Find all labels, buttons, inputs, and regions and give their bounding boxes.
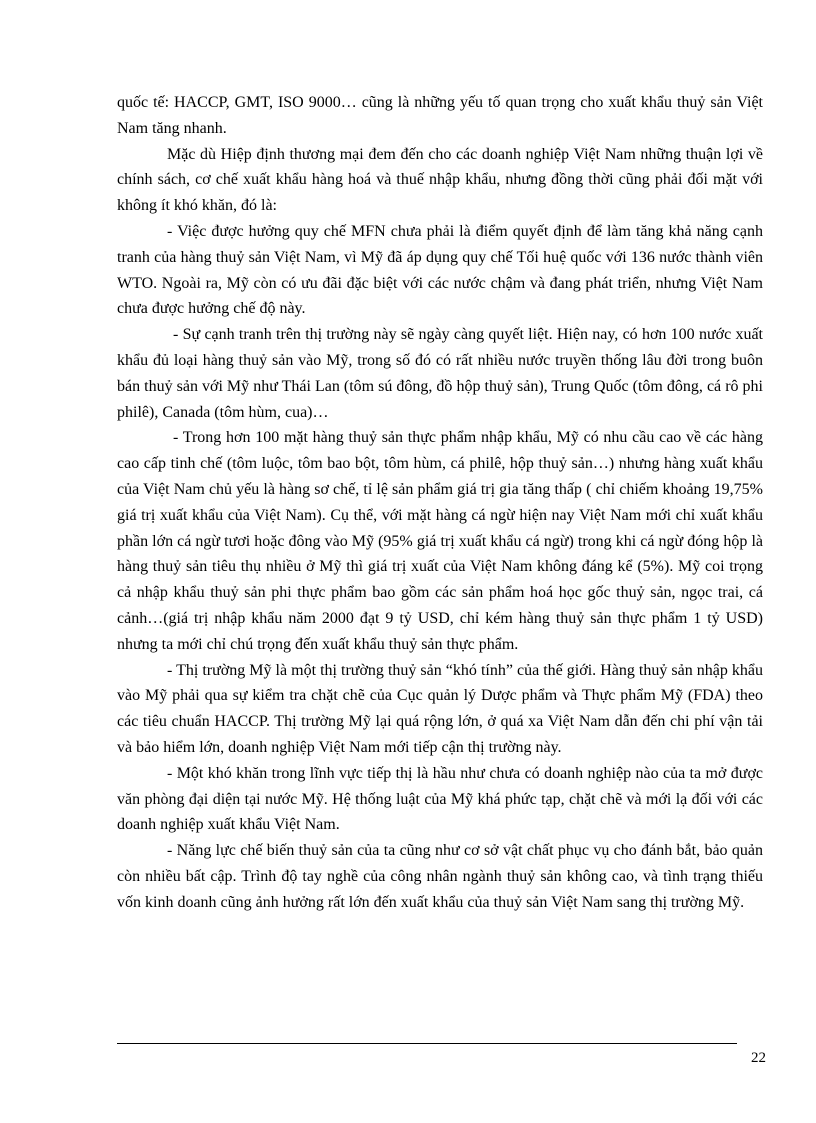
paragraph-marketing-difficulty: - Một khó khăn trong lĩnh vực tiếp thị là hầu như chưa có doanh nghiệp nào của ta mở được văn phòng đại diện tại nước Mỹ. Hệ thống luật của Mỹ khá phức tạp, chặt chẽ và mới lạ đối với các doanh nghiệp xuất khẩu Việt Nam.	[117, 764, 763, 834]
paragraph-processing-capacity: - Năng lực chế biến thuỷ sản của ta cũng như cơ sở vật chất phục vụ cho đánh bắt, bảo quản còn nhiều bất cập. Trình độ tay nghề của công nhân ngành thuỷ sản không cao, và tình trạng thiếu vốn kinh doanh cũng ảnh hưởng rất lớn đến xuất khẩu của thuỷ sản Việt Nam sang thị trường Mỹ.	[117, 842, 763, 911]
paragraph-quality-standards: quốc tế: HACCP, GMT, ISO 9000… cũng là những yếu tố quan trọng cho xuất khẩu thuỷ sản Việt Nam tăng nhanh.	[117, 94, 763, 137]
paragraph-competition: - Sự cạnh tranh trên thị trường này sẽ ngày càng quyết liệt. Hiện nay, có hơn 100 nước xuất khẩu đủ loại hàng thuỷ sản vào Mỹ, trong số đó có rất nhiều nước truyền thống lâu đời trong buôn bán thuỷ sản với Mỹ như Thái Lan (tôm sú đông, đồ hộp thuỷ sản), Trung Quốc (tôm đông, cá rô phi philê), Canada (tôm hùm, cua)…	[117, 326, 763, 421]
footer-divider	[117, 1043, 737, 1044]
page-number: 22	[751, 1050, 766, 1066]
paragraph-product-mix: - Trong hơn 100 mặt hàng thuỷ sản thực phẩm nhập khẩu, Mỹ có nhu cầu cao về các hàng cao cấp tinh chế (tôm luộc, tôm bao bột, tôm hùm, cá philê, hộp thuỷ sản…) nhưng hàng xuất khẩu của Việt Nam chủ yếu là hàng sơ chế, tỉ lệ sản phẩm giá trị gia tăng thấp ( chỉ chiếm khoảng 19,75% giá trị xuất khẩu của Việt Nam). Cụ thể, với mặt hàng cá ngừ hiện nay Việt Nam mới chỉ xuất khẩu phần lớn cá ngừ tươi hoặc đông vào Mỹ (95% giá trị xuất khẩu cá ngừ) trong khi cá ngừ đóng hộp là hàng thuỷ sản tiêu thụ nhiều ở Mỹ thì giá trị xuất của Việt Nam không đáng kể (5%). Mỹ coi trọng cả nhập khẩu thuỷ sản phi thực phẩm bao gồm các sản phẩm hoá học gốc thuỷ sản, ngọc trai, cá cảnh…(giá trị nhập khẩu năm 2000 đạt 9 tỷ USD, chỉ kém hàng thuỷ sản thực phẩm 1 tỷ USD) nhưng ta mới chỉ chú trọng đến xuất khẩu thuỷ sản thực phẩm.	[117, 429, 763, 653]
paragraph-trade-agreement-intro: Mặc dù Hiệp định thương mại đem đến cho các doanh nghiệp Việt Nam những thuận lợi về chính sách, cơ chế xuất khẩu hàng hoá và thuế nhập khẩu, nhưng đồng thời cũng phải đối mặt với không ít khó khăn, đó là:	[117, 145, 763, 215]
paragraph-mfn-status: - Việc được hưởng quy chế MFN chưa phải là điểm quyết định để làm tăng khả năng cạnh tranh của hàng thuỷ sản Việt Nam, vì Mỹ đã áp dụng quy chế Tối huệ quốc với 136 nước thành viên WTO. Ngoài ra, Mỹ còn có ưu đãi đặc biệt với các nước chậm và đang phát triển, nhưng Việt Nam chưa được hưởng chế độ này.	[117, 222, 763, 318]
paragraph-market-requirements: - Thị trường Mỹ là một thị trường thuỷ sản “khó tính” của thế giới. Hàng thuỷ sản nhập khẩu vào Mỹ phải qua sự kiểm tra chặt chẽ của Cục quản lý Dược phẩm và Thực phẩm Mỹ (FDA) theo các tiêu chuẩn HACCP. Thị trường Mỹ lại quá rộng lớn, ở quá xa Việt Nam dẫn đến chi phí vận tải và bảo hiểm lớn, doanh nghiệp Việt Nam mới tiếp cận thị trường này.	[117, 661, 763, 756]
page-body	[117, 90, 763, 916]
